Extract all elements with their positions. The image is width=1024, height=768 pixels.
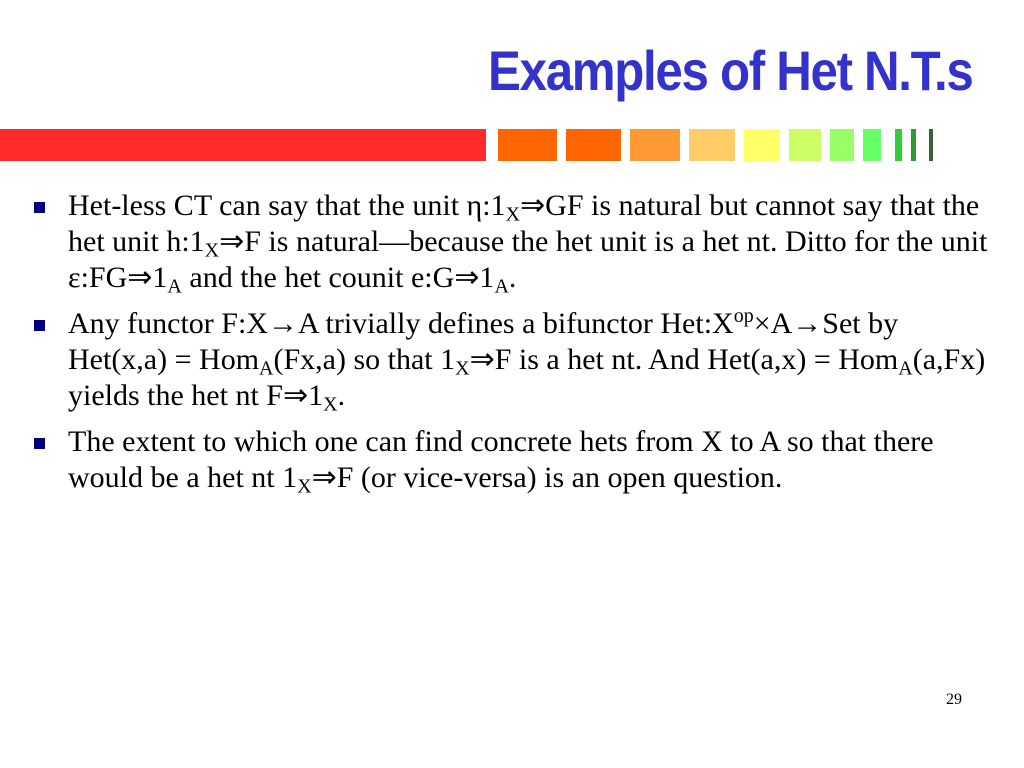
bullet-item — [32, 188, 1000, 296]
header-bar-segment — [630, 129, 680, 161]
square-bullet-icon — [34, 438, 45, 449]
bullet-text: Any functor F:X→A trivially defines a bifunctor $Het:X^{op}\times A\to Set$ by Het(x,a) = Hom$_A$(Fx,a) so that $1_X\Rightarrow F$ is a het nt. And Het(a,x) = Hom$_A$(a,Fx) yields the het nt $F\Rightarrow 1_X$. — [68, 305, 986, 416]
page-number: 29 — [946, 691, 962, 708]
header-bar-segment — [830, 129, 854, 161]
header-bar-segment — [911, 129, 916, 161]
bullet-text: Het-less CT can say that the unit $\eta:1_X\Rightarrow GF$ is natural but cannot say that the het unit $h:1_X\Rightarrow F$ is natural—because the het unit is a het nt. Ditto for the unit $\varepsilon:FG\Rightarrow 1_A$ and the het counit $e:G\Rightarrow 1_A$. — [68, 189, 988, 298]
header-bar-segment — [0, 129, 486, 161]
bullet-text: The extent to which one can find concrete hets from X to A so that there would be a het nt $1_X\Rightarrow F$ (or vice-versa) is an open question. — [68, 425, 934, 498]
header-bar-segment — [566, 129, 621, 161]
bullet-list — [32, 188, 1000, 496]
header-bar-segment — [863, 129, 881, 161]
slide-content — [32, 188, 1000, 506]
header-bar-segment — [744, 129, 780, 161]
header-bar-segment — [789, 129, 821, 161]
header-bar-segment — [689, 129, 735, 161]
header-bar-segment — [929, 129, 933, 161]
bullet-item — [32, 306, 1000, 414]
square-bullet-icon — [34, 320, 45, 331]
header-bar-segment — [498, 129, 557, 161]
slide-title: Examples of Het N.T.s — [487, 39, 972, 102]
square-bullet-icon — [34, 202, 45, 213]
bullet-item — [32, 424, 1000, 496]
header-bar-segment — [895, 129, 902, 161]
